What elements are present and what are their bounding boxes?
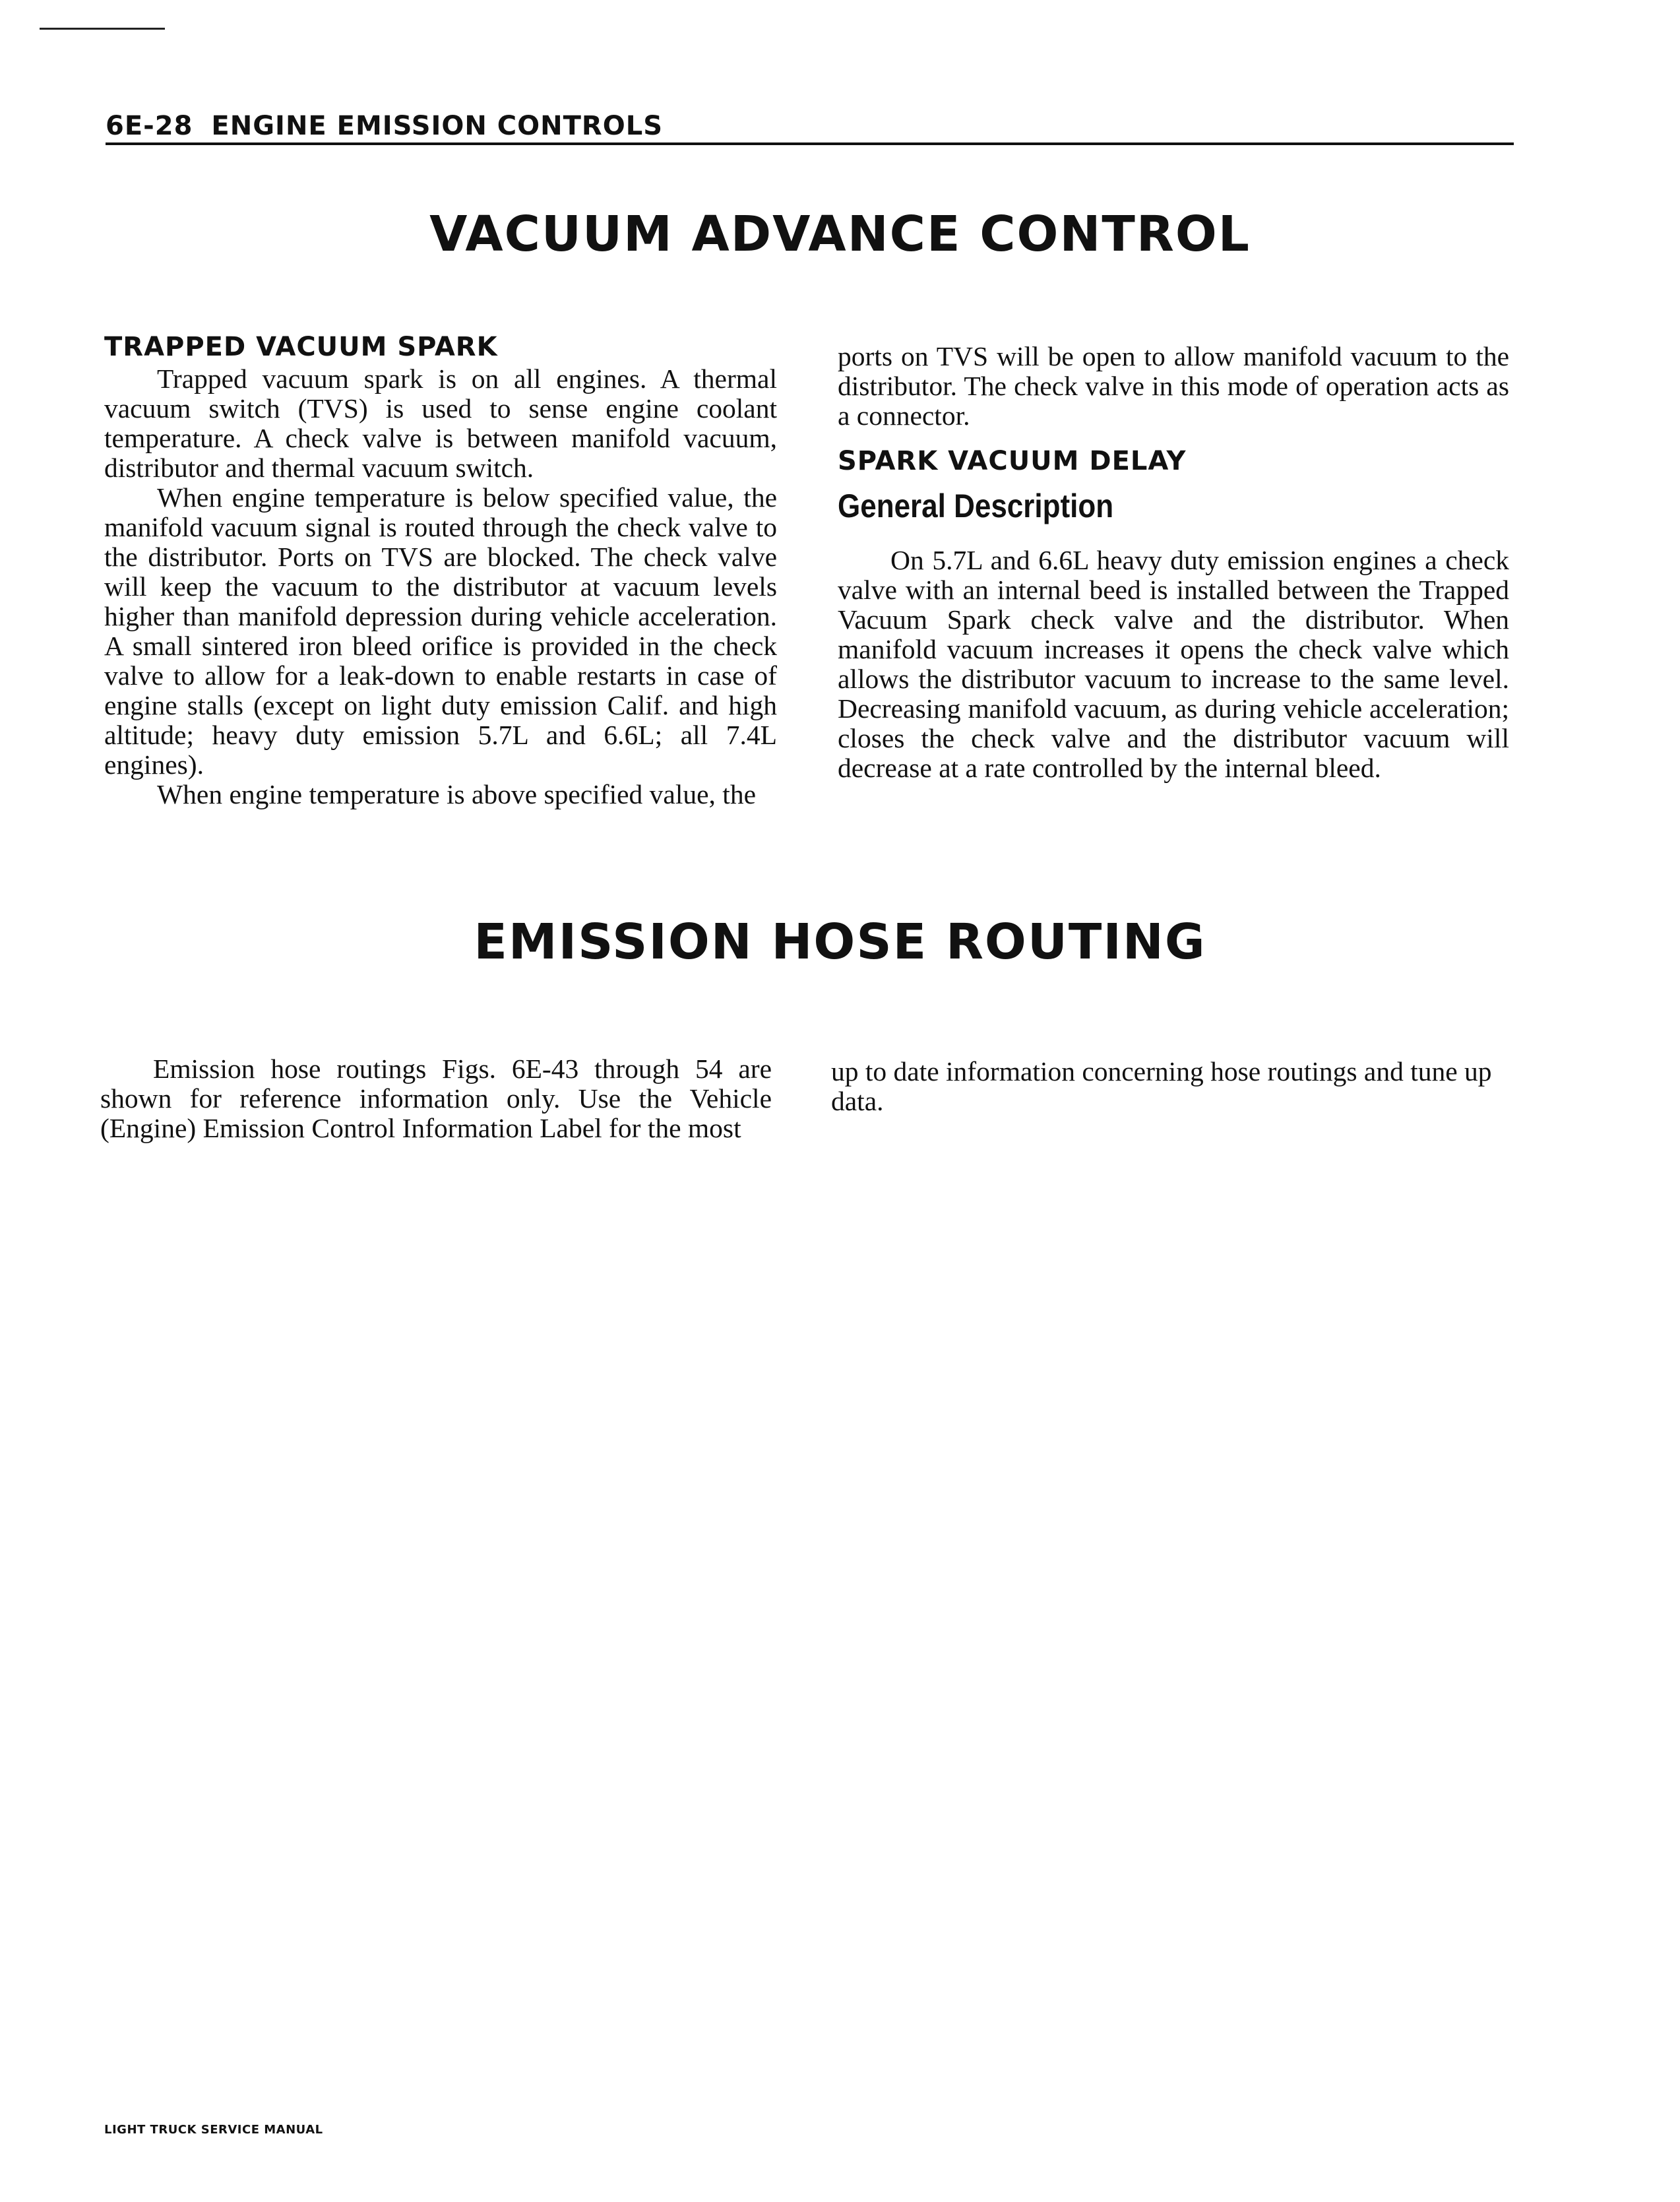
left-column-vacuum [104, 330, 777, 809]
hose-paragraph: Emission hose routings Figs. 6E-43 through 54 are shown for reference information only. Use the Vehicle (Engine) Emission Control Information Label for the most [100, 1054, 772, 1143]
footer-text: LIGHT TRUCK SERVICE MANUAL [104, 2123, 323, 2137]
trapped-paragraph-3-continued: ports on TVS will be open to allow manifold vacuum to the distributor. The check valve in this mode of operation acts as a connector. [838, 341, 1509, 431]
page-number: 6E-28 [106, 111, 193, 141]
right-column-vacuum [838, 342, 1509, 783]
spark-vacuum-delay-heading: SPARK VACUUM DELAY [838, 446, 1187, 476]
vacuum-advance-title: VACUUM ADVANCE CONTROL [429, 206, 1251, 263]
trapped-paragraph-1: Trapped vacuum spark is on all engines. A thermal vacuum switch (TVS) is used to sense engine coolant temperature. A check valve is between manifold vacuum, distributor and thermal vacuum switch. [104, 363, 777, 483]
hose-paragraph-continued: up to date information concerning hose routings and tune up data. [831, 1056, 1492, 1116]
section-name: ENGINE EMISSION CONTROLS [211, 111, 664, 141]
left-column-hose [100, 1054, 772, 1143]
right-column-hose [831, 1057, 1504, 1116]
trapped-paragraph-2: When engine temperature is below specified value, the manifold vacuum signal is routed through the check valve to the distributor. Ports on TVS are blocked. The check valve will keep the vacuum to the distributor at vacuum levels higher than manifold depression during vehicle acceleration. A small sintered iron bleed orifice is provided in the check valve to allow for a leak-down to enable restarts in case of engine stalls (except on light duty emission Calif. and high altitude; heavy duty emission 5.7L and 6.6L; all 7.4L engines). [104, 482, 777, 780]
trapped-paragraph-3: When engine temperature is above specified value, the [157, 779, 756, 809]
spark-delay-paragraph: On 5.7L and 6.6L heavy duty emission engines a check valve with an internal beed is installed between the Trapped Vacuum Spark check valve and the distributor. When manifold vacuum increases it opens the check valve which allows the distributor vacuum to increase to the same level. Decreasing manifold vacuum, as during vehicle acceleration; closes the check valve and the distributor vacuum will decrease at a rate controlled by the internal bleed. [838, 545, 1509, 783]
general-description-heading: General Description [838, 488, 1114, 524]
page-header [106, 111, 1514, 145]
trapped-vacuum-heading: TRAPPED VACUUM SPARK [104, 332, 498, 362]
emission-hose-routing-title: EMISSION HOSE ROUTING [474, 914, 1206, 970]
crop-mark [40, 28, 165, 30]
